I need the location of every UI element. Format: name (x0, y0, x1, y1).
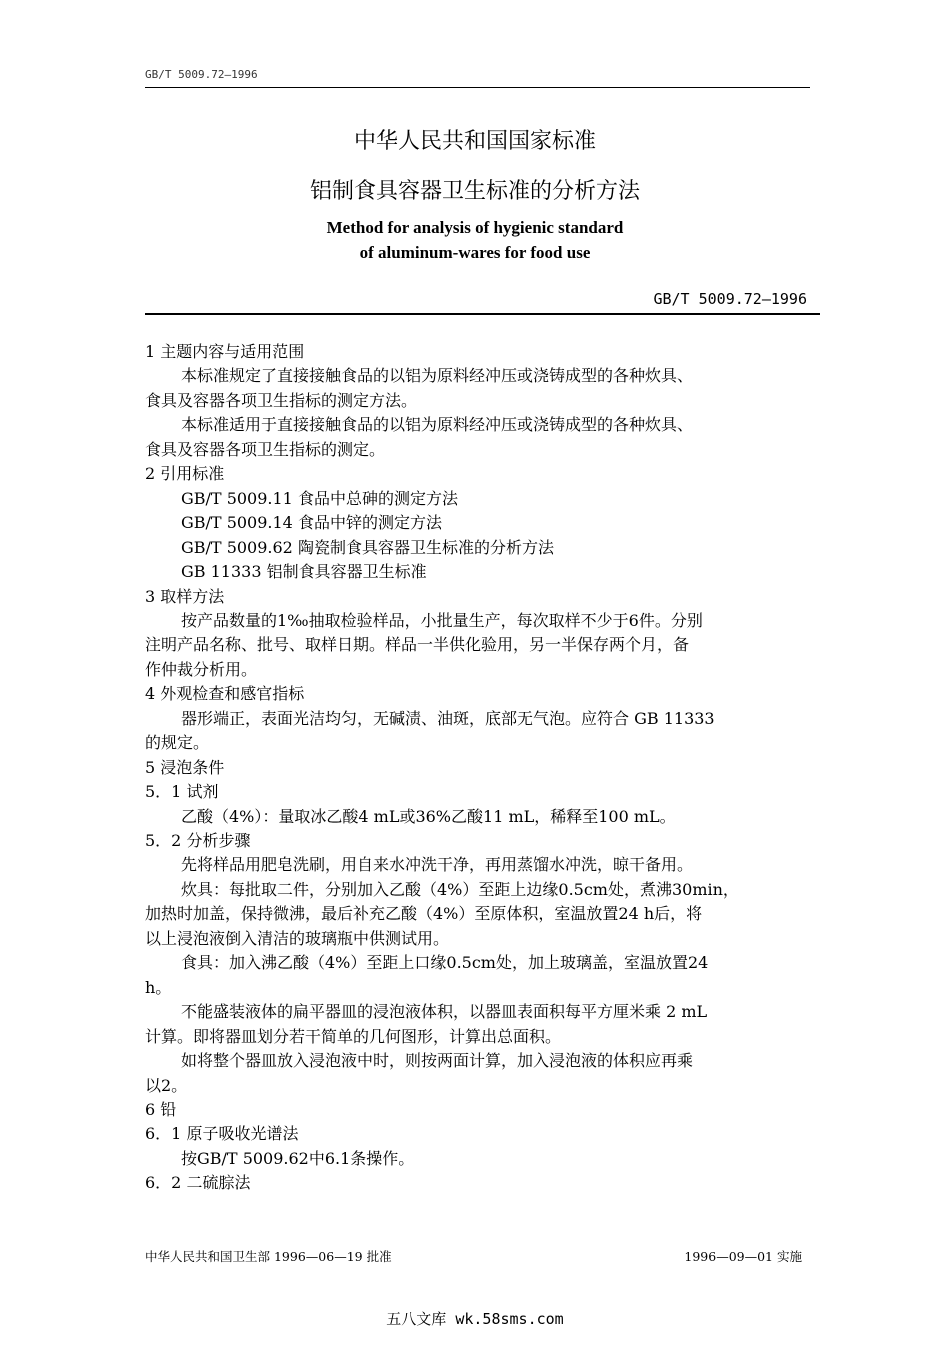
body-line: 6．2 二硫腙法 (145, 1173, 251, 1193)
body-line: GB/T 5009.14 食品中锌的测定方法 (181, 513, 442, 533)
body-line: 的规定。 (145, 733, 210, 753)
body-line: 按GB/T 5009.62中6.1条操作。 (181, 1148, 415, 1168)
body-line: h。 (145, 977, 172, 997)
body-line: GB/T 5009.62 陶瓷制食具容器卫生标准的分析方法 (181, 537, 554, 557)
body-line: 先将样品用肥皂洗刷，用自来水冲洗干净，再用蒸馏水冲洗，晾干备用。 (181, 855, 694, 875)
body-line: 5．1 试剂 (145, 782, 219, 802)
body-line: GB 11333 铝制食具容器卫生标准 (181, 562, 427, 582)
document-title-cn: 铝制食具容器卫生标准的分析方法 (309, 179, 640, 204)
body-line: 5 浸泡条件 (145, 757, 225, 777)
body-line: 3 取样方法 (145, 586, 225, 606)
body-line: 如将整个器皿放入浸泡液中时，则按两面计算，加入浸泡液的体积应再乘 (181, 1051, 694, 1071)
body-line: 5．2 分析步骤 (145, 831, 251, 850)
body-line: 不能盛装液体的扁平器皿的浸泡液体积，以器皿表面积每平方厘米乘 2 mL (181, 1002, 708, 1022)
body-line: 食具及容器各项卫生指标的测定方法。 (145, 390, 418, 410)
national-standard-title: 中华人民共和国国家标准 (353, 129, 596, 154)
body-line: 注明产品名称、批号、取样日期。样品一半供化验用，另一半保存两个月，备 (145, 635, 690, 655)
body-line: 加热时加盖，保持微沸，最后补充乙酸（4%）至原体积，室温放置24 h后，将 (145, 904, 703, 924)
body-line: 食具及容器各项卫生指标的测定。 (145, 439, 386, 459)
body-line: 2 引用标准 (145, 464, 225, 484)
approval-date: 中华人民共和国卫生部 1996—06—19 批准 (145, 1249, 392, 1264)
document-title-en-line1: Method for analysis of hygienic standard (326, 218, 624, 237)
body-line: 以上浸泡液倒入清洁的玻璃瓶中供测试用。 (145, 928, 450, 948)
implementation-date: 1996—09—01 实施 (684, 1249, 802, 1264)
document-title-en-line2: of aluminum-wares for food use (359, 243, 591, 262)
body-line: 乙酸（4%）：量取冰乙酸4 mL或36%乙酸11 mL，稀释至100 mL。 (181, 806, 676, 826)
header-divider (145, 87, 810, 88)
header-standard-code: GB/T 5009.72—1996 (145, 68, 258, 81)
standard-number: GB/T 5009.72—1996 (653, 290, 807, 308)
body-line: 按产品数量的1‰抽取检验样品，小批量生产，每次取样不少于6件。分别 (181, 610, 703, 630)
body-line: 计算。即将器皿划分若干简单的几何图形，计算出总面积。 (145, 1026, 562, 1046)
body-line: 炊具：每批取二件，分别加入乙酸（4%）至距上边缘0.5cm处，煮沸30min， (181, 879, 739, 899)
body-line: 作仲裁分析用。 (145, 659, 258, 679)
body-line: 6 铅 (145, 1099, 177, 1119)
body-line: 本标准规定了直接接触食品的以铝为原料经冲压或浇铸成型的各种炊具、 (181, 366, 694, 386)
body-line: 器形端正，表面光洁均匀，无碱渍、油斑，底部无气泡。应符合 GB 11333 (181, 708, 715, 728)
body-line: 4 外观检查和感官指标 (145, 684, 305, 704)
body-line: 本标准适用于直接接触食品的以铝为原料经冲压或浇铸成型的各种炊具、 (181, 415, 694, 435)
body-line: 以2。 (145, 1075, 188, 1095)
body-line: 食具：加入沸乙酸（4%）至距上口缘0.5cm处，加上玻璃盖，室温放置24 (181, 953, 709, 973)
body-line: GB/T 5009.11 食品中总砷的测定方法 (181, 488, 458, 508)
title-divider (145, 313, 820, 315)
body-line: 6．1 原子吸收光谱法 (145, 1124, 299, 1144)
body-line: 1 主题内容与适用范围 (145, 342, 305, 361)
watermark-text: 五八文库 wk.58sms.com (386, 1310, 564, 1328)
